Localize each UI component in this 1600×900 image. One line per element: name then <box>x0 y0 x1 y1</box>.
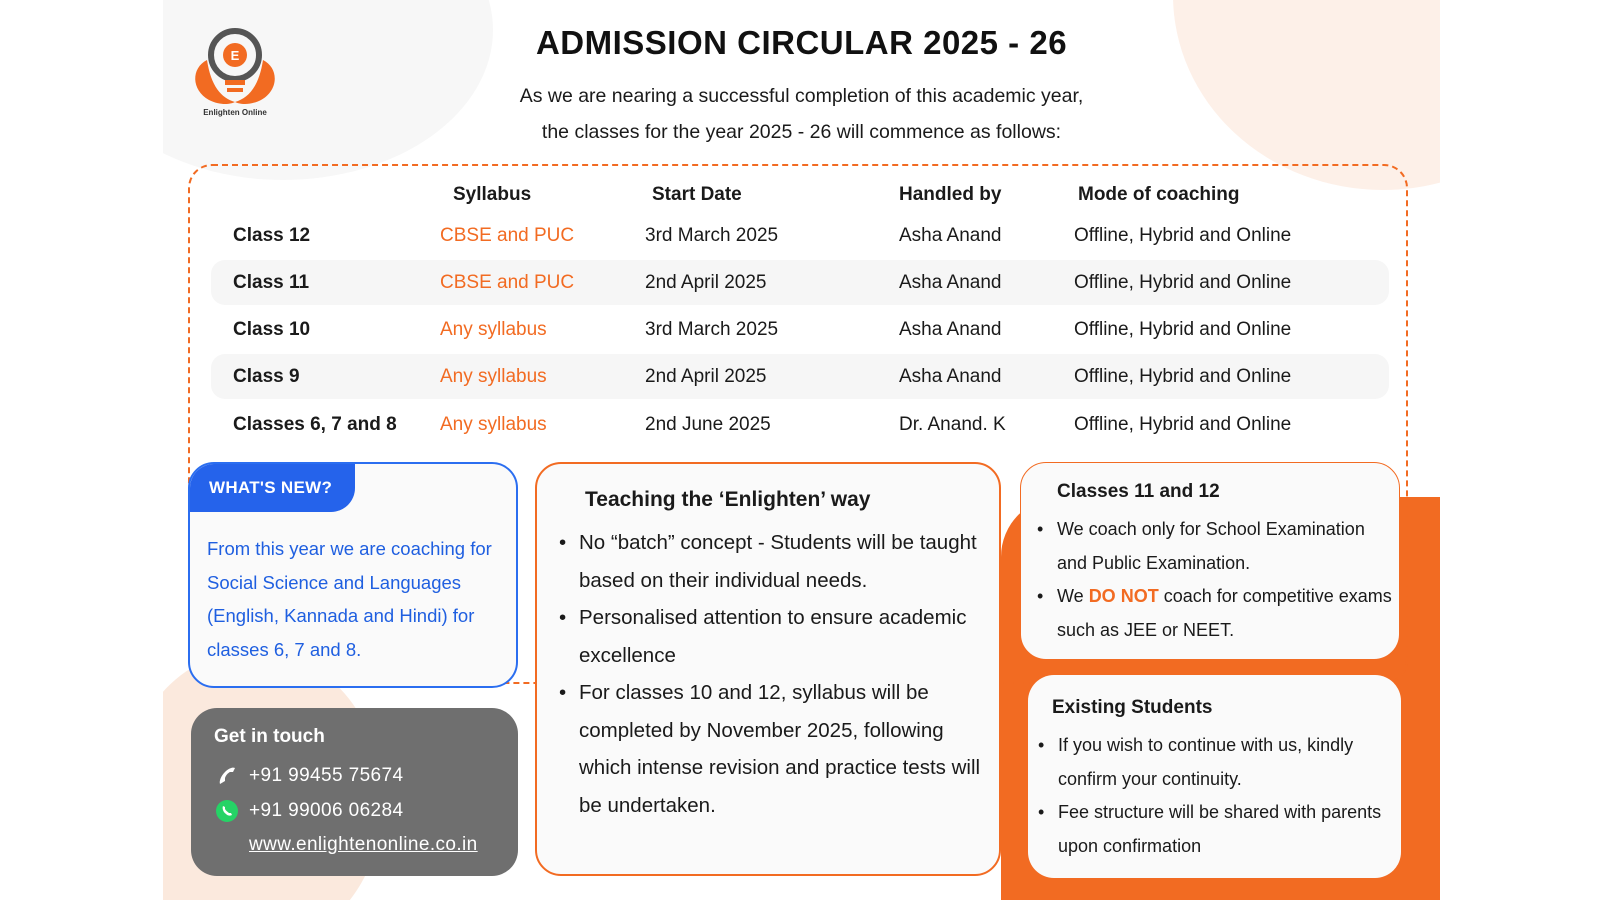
cell-start-date: 2nd April 2025 <box>645 272 767 293</box>
phone-icon <box>215 764 239 788</box>
logo-brand-text: Enlighten Online <box>203 108 267 117</box>
contact-website-link[interactable]: www.enlightenonline.co.in <box>249 834 478 855</box>
cell-mode: Offline, Hybrid and Online <box>1074 225 1292 246</box>
existing-students-card <box>1028 675 1401 878</box>
cell-start-date: 2nd June 2025 <box>645 414 771 435</box>
cell-mode: Offline, Hybrid and Online <box>1074 272 1292 293</box>
cell-class: Class 11 <box>233 272 310 293</box>
cell-syllabus: CBSE and PUC <box>440 225 575 246</box>
cell-start-date: 3rd March 2025 <box>645 225 779 246</box>
bullet-text-post: coach for competitive exams such as JEE or NEET. <box>1057 586 1392 640</box>
cell-mode: Offline, Hybrid and Online <box>1074 366 1292 387</box>
table-row <box>211 307 1389 352</box>
page-title: ADMISSION CIRCULAR 2025 - 26 <box>535 24 1068 61</box>
whats-new-text: From this year we are coaching for Social Science and Languages (English, Kannada and Hindi) for classes 6, 7 and 8. <box>207 538 492 660</box>
header-start-date: Start Date <box>652 184 742 205</box>
classes-11-12-bullet-2 <box>1057 580 1397 647</box>
cell-start-date: 3rd March 2025 <box>645 319 779 340</box>
cell-mode: Offline, Hybrid and Online <box>1074 414 1292 435</box>
existing-bullet-2: • Fee structure will be shared with parents upon confirmation <box>1058 796 1398 863</box>
svg-text:E: E <box>230 48 240 63</box>
cell-handled-by: Asha Anand <box>899 319 1002 340</box>
classes-11-12-title: Classes 11 and 12 <box>1057 481 1220 502</box>
cell-handled-by: Dr. Anand. K <box>899 414 1006 435</box>
table-row <box>211 354 1389 399</box>
intro-line-2: the classes for the year 2025 - 26 will commence as follows: <box>541 121 1062 143</box>
cell-start-date: 2nd April 2025 <box>645 366 767 387</box>
cell-class: Class 12 <box>233 225 311 246</box>
existing-students-bullets <box>1058 729 1398 863</box>
intro-text <box>163 78 1440 150</box>
header-syllabus: Syllabus <box>453 184 532 205</box>
teaching-bullet-2: • Personalised attention to ensure academic excellence <box>579 599 989 674</box>
teaching-bullets <box>579 524 989 824</box>
teaching-card <box>535 462 1001 876</box>
contact-title: Get in touch <box>214 726 325 747</box>
circular-canvas <box>163 0 1440 900</box>
bullet-text-pre: We <box>1057 586 1089 606</box>
contact-whatsapp[interactable]: +91 99006 06284 <box>249 800 404 821</box>
cell-class: Class 9 <box>233 366 300 387</box>
cell-syllabus: Any syllabus <box>440 319 547 340</box>
teaching-title: Teaching the ‘Enlighten’ way <box>585 488 871 511</box>
cell-syllabus: CBSE and PUC <box>440 272 575 293</box>
existing-bullet-1: • If you wish to continue with us, kindly confirm your continuity. <box>1058 729 1398 796</box>
contact-phone[interactable]: +91 99455 75674 <box>249 765 404 786</box>
classes-11-12-bullet-1: • We coach only for School Examination and Public Examination. <box>1057 513 1397 580</box>
whats-new-card <box>188 462 518 688</box>
cell-handled-by: Asha Anand <box>899 272 1002 293</box>
classes-11-12-bullets <box>1057 513 1397 647</box>
teaching-bullet-3: • For classes 10 and 12, syllabus will be completed by November 2025, following which intense revision and practice tests will be undertaken. <box>579 674 989 824</box>
cell-class: Class 10 <box>233 319 311 340</box>
cell-class: Classes 6, 7 and 8 <box>233 414 397 435</box>
whatsapp-icon <box>215 799 239 823</box>
whats-new-tag: WHAT'S NEW? <box>190 464 355 512</box>
contact-card <box>191 708 518 876</box>
teaching-bullet-1: • No “batch” concept - Students will be taught based on their individual needs. <box>579 524 989 599</box>
cell-syllabus: Any syllabus <box>440 366 547 387</box>
intro-line-1: As we are nearing a successful completion of this academic year, <box>519 85 1084 107</box>
header-mode: Mode of coaching <box>1078 184 1240 205</box>
cell-handled-by: Asha Anand <box>899 366 1002 387</box>
cell-mode: Offline, Hybrid and Online <box>1074 319 1292 340</box>
table-row <box>211 402 1389 447</box>
do-not-emphasis: DO NOT <box>1088 586 1159 606</box>
cell-handled-by: Asha Anand <box>899 225 1002 246</box>
table-row <box>211 213 1389 258</box>
header-handled-by: Handled by <box>899 184 1002 205</box>
classes-11-12-card <box>1020 462 1400 660</box>
existing-students-title: Existing Students <box>1052 697 1213 718</box>
cell-syllabus: Any syllabus <box>440 414 547 435</box>
table-row <box>211 260 1389 305</box>
